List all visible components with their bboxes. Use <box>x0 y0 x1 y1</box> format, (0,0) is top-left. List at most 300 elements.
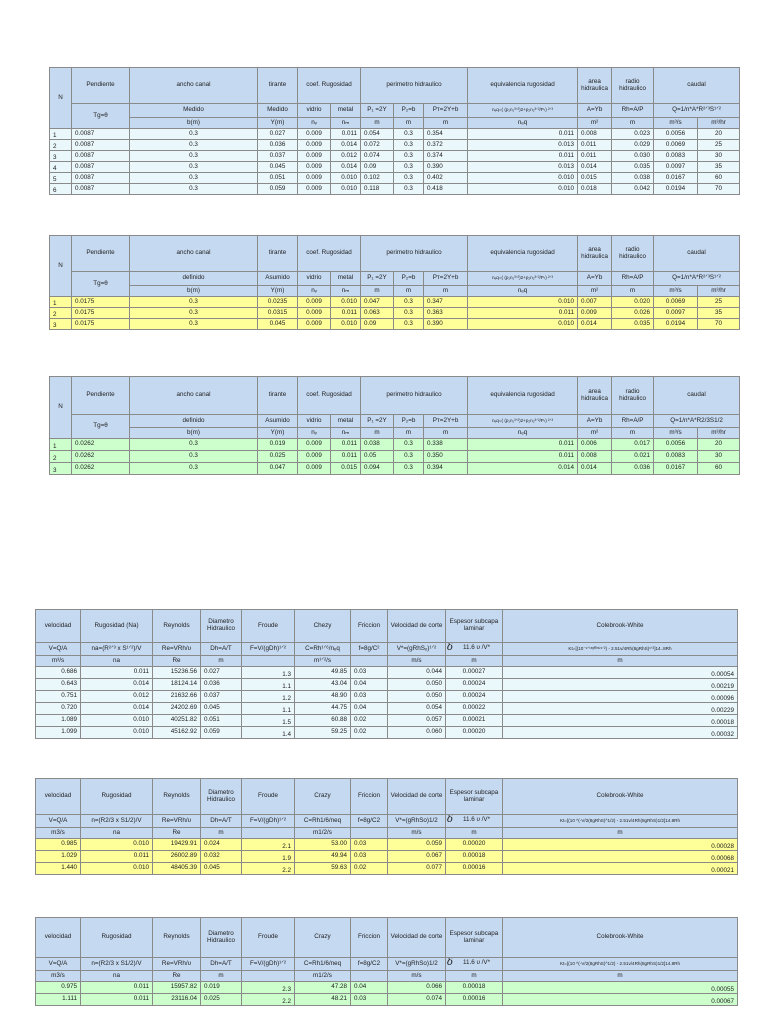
cell-pendiente: 0.0175 <box>72 297 130 308</box>
sub-colebrook-formula: Kt=[(10 ^(-V/2(8gRhS)^1/2) - 2.51v/4Rh(8gRhS)1/2]14.8Rh <box>503 958 738 971</box>
cell-caudal-m3hr: 35 <box>698 162 740 173</box>
unit-rugosidad: na <box>81 656 153 667</box>
cell-pendiente: 0.0262 <box>72 451 130 463</box>
sub-froude: F=V/(gDh)¹ᐟ² <box>242 643 295 656</box>
cell-colebrook: 0.00096 <box>503 691 738 703</box>
cell-p2: 0.3 <box>394 463 424 475</box>
cell-caudal-m3s: 0.0097 <box>654 308 698 319</box>
cell-metal: 0.011 <box>331 308 361 319</box>
cell-friccion: 0.02 <box>351 727 388 739</box>
cell-rugosidad: 0.010 <box>81 839 153 851</box>
cell-rugosidad: 0.011 <box>81 851 153 863</box>
header-rugosidad: Rugosidad (Na) <box>81 610 153 643</box>
cell-ancho: 0.3 <box>130 162 258 173</box>
unit-espesor: m <box>446 656 503 667</box>
unit-p2: m <box>394 286 424 297</box>
cell-neq: 0.011 <box>468 308 578 319</box>
sub-colebrook-formula: Kt=[(10⁻ᵛᐟ⁽⁸ᵍᴿʰˢ⁾¹ᐟ²) - 2.51v/4Rh(8gRhS)¹ᐟ²]14..8Rh <box>503 643 738 656</box>
table4-body <box>36 667 738 739</box>
header-reynolds: Reynolds <box>153 610 201 643</box>
sub-tg: Tg=θ <box>72 415 130 439</box>
unit-rugosidad: na <box>81 971 153 982</box>
cell-froude: 1.2 <box>242 691 295 703</box>
header-chezy: Crazy <box>295 918 351 958</box>
cell-pendiente: 0.0087 <box>72 151 130 162</box>
unit-y: Y(m) <box>258 118 298 129</box>
cell-ancho: 0.3 <box>130 451 258 463</box>
table-row <box>50 151 740 162</box>
cell-espesor: 0.00018 <box>446 982 503 994</box>
cell-froude: 1.1 <box>242 679 295 691</box>
cell-vidrio: 0.009 <box>298 308 331 319</box>
header-equivalencia: equivalencia rugosidad <box>468 377 578 415</box>
cell-espesor: 0.00027 <box>446 667 503 679</box>
cell-colebrook: 0.00021 <box>503 863 738 875</box>
sub-rugosidad: n=(R2/3 x S1/2)/V <box>81 815 153 828</box>
header-espesor: Espesor subcapa laminar <box>446 918 503 958</box>
table-row <box>50 308 740 319</box>
unit-espesor: m <box>446 828 503 839</box>
cell-tirante: 0.059 <box>258 184 298 195</box>
unit-pt: m <box>424 118 468 129</box>
header-froude: Froude <box>242 918 295 958</box>
cell-espesor: 0.00018 <box>446 851 503 863</box>
cell-velocidad: 0.720 <box>36 703 81 715</box>
cell-tirante: 0.045 <box>258 162 298 173</box>
cell-diametro: 0.027 <box>201 667 242 679</box>
unit-colebrook: m <box>503 828 738 839</box>
unit-neq: nₑq <box>468 428 578 439</box>
table2-body <box>50 297 740 330</box>
header-velocidad-corte: Velocidad de corte <box>388 779 446 815</box>
unit-nv: nᵥ <box>298 428 331 439</box>
cell-tirante: 0.0315 <box>258 308 298 319</box>
header-velocidad: velocidad <box>36 918 81 958</box>
cell-reynolds: 15236.56 <box>153 667 201 679</box>
cell-reynolds: 15957.82 <box>153 982 201 994</box>
cell-caudal-m3s: 0.0069 <box>654 297 698 308</box>
header-velocidad-corte: Velocidad de corte <box>388 610 446 643</box>
table-flow-parameters-3 <box>35 917 738 1006</box>
unit-b: b(m) <box>130 118 258 129</box>
sub-froude: F=V/(gDh)¹ᐟ² <box>242 815 295 828</box>
cell-vidrio: 0.009 <box>298 151 331 162</box>
unit-q-m3s: m³/s <box>654 428 698 439</box>
cell-radio: 0.035 <box>612 162 654 173</box>
unit-diametro: m <box>201 971 242 982</box>
unit-friccion <box>351 656 388 667</box>
cell-p2: 0.3 <box>394 140 424 151</box>
cell-diametro: 0.045 <box>201 703 242 715</box>
table-row <box>50 297 740 308</box>
row-number: 1 <box>50 439 72 451</box>
cell-area: 0.008 <box>578 129 612 140</box>
cell-reynolds: 24202.69 <box>153 703 201 715</box>
cell-friccion: 0.03 <box>351 667 388 679</box>
unit-chezy: m1/2/s <box>295 971 351 982</box>
cell-metal: 0.014 <box>331 140 361 151</box>
unit-p2: m <box>394 428 424 439</box>
cell-diametro: 0.036 <box>201 679 242 691</box>
sub-vidrio: vidrio <box>298 104 331 118</box>
cell-ancho: 0.3 <box>130 151 258 162</box>
cell-radio: 0.017 <box>612 439 654 451</box>
cell-caudal-m3hr: 20 <box>698 439 740 451</box>
table-row <box>36 994 738 1006</box>
unit-diametro: m <box>201 656 242 667</box>
cell-neq: 0.011 <box>468 451 578 463</box>
table-row <box>36 982 738 994</box>
sub-chezy: C=Rh1/6/neq <box>295 815 351 828</box>
cell-p2: 0.3 <box>394 162 424 173</box>
cell-froude: 1.3 <box>242 667 295 679</box>
row-number: 3 <box>50 463 72 475</box>
cell-tirante: 0.047 <box>258 463 298 475</box>
row-number: 5 <box>50 173 72 184</box>
cell-tirante: 0.027 <box>258 129 298 140</box>
cell-reynolds: 21632.66 <box>153 691 201 703</box>
cell-friccion: 0.03 <box>351 851 388 863</box>
header-velocidad: velocidad <box>36 779 81 815</box>
header-coef-rugosidad: coef. Rugosidad <box>298 68 361 104</box>
header-ancho-canal: ancho canal <box>130 236 258 272</box>
unit-y: Y(m) <box>258 428 298 439</box>
cell-chezy: 44.75 <box>295 703 351 715</box>
unit-q-m3hr: m³/hr <box>698 286 740 297</box>
header-caudal: caudal <box>654 236 740 272</box>
unit-area: m² <box>578 428 612 439</box>
sub-velocidad-corte: V*=(gRhSₒ)¹ᐟ² <box>388 643 446 656</box>
header-radio: radio hidraulico <box>612 377 654 415</box>
sub-froude: F=V/(gDh)¹ᐟ² <box>242 958 295 971</box>
cell-area: 0.014 <box>578 162 612 173</box>
cell-caudal-m3s: 0.0083 <box>654 151 698 162</box>
sub-espesor-formula: 11.6 υ /V* <box>462 816 491 823</box>
sub-espesor-formula: 11.6 υ /V* <box>462 644 491 651</box>
cell-p1: 0.047 <box>361 297 394 308</box>
cell-caudal-m3hr: 30 <box>698 151 740 162</box>
cell-metal: 0.011 <box>331 451 361 463</box>
unit-diametro: m <box>201 828 242 839</box>
header-coef-rugosidad: coef. Rugosidad <box>298 377 361 415</box>
unit-b: b(m) <box>130 286 258 297</box>
cell-velocidad: 0.985 <box>36 839 81 851</box>
cell-area: 0.014 <box>578 319 612 330</box>
sub-espesor <box>446 643 503 656</box>
table-row <box>36 839 738 851</box>
sub-p1: P₁ =2Y <box>361 415 394 428</box>
table-row <box>36 727 738 739</box>
cell-tirante: 0.025 <box>258 451 298 463</box>
cell-colebrook: 0.00055 <box>503 982 738 994</box>
cell-froude: 2.1 <box>242 839 295 851</box>
header-chezy: Chezy <box>295 610 351 643</box>
table-row <box>36 679 738 691</box>
table-row <box>36 703 738 715</box>
sub-tg: Tg=θ <box>72 104 130 129</box>
sub-reynolds: Re=VRh/υ <box>153 815 201 828</box>
sub-p1: P₁ =2Y <box>361 104 394 118</box>
cell-espesor: 0.00022 <box>446 703 503 715</box>
unit-friccion <box>351 971 388 982</box>
cell-caudal-m3hr: 60 <box>698 463 740 475</box>
table-row <box>36 851 738 863</box>
table-channel-hydraulics-3 <box>49 376 740 475</box>
cell-velocidad-corte: 0.050 <box>388 679 446 691</box>
cell-vidrio: 0.009 <box>298 173 331 184</box>
table-channel-hydraulics-1 <box>49 67 740 195</box>
cell-pendiente: 0.0175 <box>72 308 130 319</box>
header-tirante: tirante <box>258 377 298 415</box>
unit-nm: nₘ <box>331 118 361 129</box>
cell-rugosidad: 0.010 <box>81 715 153 727</box>
cell-rugosidad: 0.011 <box>81 994 153 1006</box>
cell-radio: 0.021 <box>612 451 654 463</box>
sub-velocidad: V=Q/A <box>36 643 81 656</box>
cell-pt: 0.390 <box>424 319 468 330</box>
cell-caudal-m3hr: 30 <box>698 451 740 463</box>
cell-tirante: 0.037 <box>258 151 298 162</box>
cell-ancho: 0.3 <box>130 129 258 140</box>
header-chezy: Crazy <box>295 779 351 815</box>
cell-colebrook: 0.00028 <box>503 839 738 851</box>
cell-neq: 0.014 <box>468 463 578 475</box>
table-row <box>36 691 738 703</box>
delta-symbol: δ <box>447 814 454 825</box>
cell-radio: 0.030 <box>612 151 654 162</box>
unit-colebrook: m <box>503 656 738 667</box>
header-radio: radio hidraulico <box>612 68 654 104</box>
cell-chezy: 49.94 <box>295 851 351 863</box>
cell-p1: 0.09 <box>361 319 394 330</box>
cell-p2: 0.3 <box>394 173 424 184</box>
cell-chezy: 59.63 <box>295 863 351 875</box>
cell-ancho: 0.3 <box>130 173 258 184</box>
cell-velocidad-corte: 0.059 <box>388 839 446 851</box>
unit-chezy: m1/2/s <box>295 828 351 839</box>
unit-froude <box>242 971 295 982</box>
cell-tirante: 0.036 <box>258 140 298 151</box>
cell-p2: 0.3 <box>394 451 424 463</box>
sub-caudal-formula: Q=1/n*A*R²ᐟ³S¹ᐟ² <box>654 104 740 118</box>
unit-rugosidad: na <box>81 828 153 839</box>
cell-velocidad: 0.686 <box>36 667 81 679</box>
cell-ancho: 0.3 <box>130 439 258 451</box>
cell-pt: 0.350 <box>424 451 468 463</box>
sub-pt: Pт=2Y+b <box>424 415 468 428</box>
cell-diametro: 0.045 <box>201 863 242 875</box>
sub-diametro: Dh=A/T <box>201 643 242 656</box>
cell-friccion: 0.04 <box>351 982 388 994</box>
cell-pendiente: 0.0175 <box>72 319 130 330</box>
unit-velocidad: m³/s <box>36 656 81 667</box>
header-pendiente: Pendiente <box>72 377 130 415</box>
sub-metal: metal <box>331 415 361 428</box>
cell-velocidad-corte: 0.057 <box>388 715 446 727</box>
cell-tirante: 0.045 <box>258 319 298 330</box>
cell-colebrook: 0.00219 <box>503 679 738 691</box>
cell-espesor: 0.00016 <box>446 863 503 875</box>
table-flow-parameters-2 <box>35 778 738 875</box>
cell-tirante: 0.0235 <box>258 297 298 308</box>
sub-reynolds: Re=VRh/υ <box>153 958 201 971</box>
cell-area: 0.015 <box>578 173 612 184</box>
cell-ancho: 0.3 <box>130 308 258 319</box>
cell-diametro: 0.024 <box>201 839 242 851</box>
cell-chezy: 43.04 <box>295 679 351 691</box>
unit-nm: nₘ <box>331 428 361 439</box>
cell-neq: 0.011 <box>468 129 578 140</box>
cell-ancho: 0.3 <box>130 463 258 475</box>
cell-caudal-m3hr: 35 <box>698 308 740 319</box>
cell-caudal-m3s: 0.0083 <box>654 451 698 463</box>
sub-caudal-formula: Q=1/n*A*R²ᐟ³S¹ᐟ² <box>654 272 740 286</box>
header-colebrook: Colebrook-White <box>503 610 738 643</box>
header-diametro: Diametro Hidraulico <box>201 610 242 643</box>
cell-colebrook: 0.00054 <box>503 667 738 679</box>
cell-caudal-m3s: 0.0167 <box>654 173 698 184</box>
cell-reynolds: 40251.82 <box>153 715 201 727</box>
cell-chezy: 48.90 <box>295 691 351 703</box>
cell-pt: 0.418 <box>424 184 468 195</box>
table-row <box>50 129 740 140</box>
cell-metal: 0.011 <box>331 129 361 140</box>
cell-velocidad-corte: 0.044 <box>388 667 446 679</box>
cell-rugosidad: 0.014 <box>81 679 153 691</box>
unit-pt: m <box>424 428 468 439</box>
header-perimetro: perimetro hidraulico <box>361 68 468 104</box>
unit-p1: m <box>361 118 394 129</box>
cell-velocidad-corte: 0.074 <box>388 994 446 1006</box>
cell-ancho: 0.3 <box>130 184 258 195</box>
cell-espesor: 0.00020 <box>446 839 503 851</box>
cell-metal: 0.012 <box>331 151 361 162</box>
sub-radio: Rh=A/P <box>612 104 654 118</box>
unit-q-m3hr: m³/hr <box>698 428 740 439</box>
cell-vidrio: 0.009 <box>298 439 331 451</box>
cell-colebrook: 0.00068 <box>503 851 738 863</box>
cell-froude: 2.2 <box>242 863 295 875</box>
cell-area: 0.011 <box>578 140 612 151</box>
cell-radio: 0.023 <box>612 129 654 140</box>
cell-caudal-m3hr: 60 <box>698 173 740 184</box>
table6-body <box>36 982 738 1006</box>
cell-ancho: 0.3 <box>130 297 258 308</box>
cell-velocidad: 0.975 <box>36 982 81 994</box>
unit-velocidad: m3/s <box>36 828 81 839</box>
header-perimetro: perimetro hidraulico <box>361 377 468 415</box>
table-row <box>50 439 740 451</box>
header-diametro: Diametro Hidraulico <box>201 779 242 815</box>
table-row <box>50 319 740 330</box>
header-area: area hidraulica <box>578 236 612 272</box>
cell-caudal-m3s: 0.0056 <box>654 129 698 140</box>
cell-caudal-m3hr: 25 <box>698 140 740 151</box>
cell-velocidad: 1.111 <box>36 994 81 1006</box>
cell-pt: 0.372 <box>424 140 468 151</box>
cell-p1: 0.074 <box>361 151 394 162</box>
cell-froude: 2.3 <box>242 982 295 994</box>
cell-reynolds: 18124.14 <box>153 679 201 691</box>
cell-espesor: 0.00016 <box>446 994 503 1006</box>
cell-p1: 0.054 <box>361 129 394 140</box>
cell-chezy: 48.21 <box>295 994 351 1006</box>
cell-friccion: 0.02 <box>351 863 388 875</box>
cell-caudal-m3hr: 70 <box>698 184 740 195</box>
cell-friccion: 0.03 <box>351 839 388 851</box>
cell-area: 0.006 <box>578 439 612 451</box>
header-friccion: Friccion <box>351 918 388 958</box>
cell-vidrio: 0.009 <box>298 140 331 151</box>
unit-velocidad-corte: m/s <box>388 656 446 667</box>
sub-radio: Rh=A/P <box>612 272 654 286</box>
cell-rugosidad: 0.014 <box>81 703 153 715</box>
cell-p2: 0.3 <box>394 319 424 330</box>
header-espesor: Espesor subcapa laminar <box>446 779 503 815</box>
cell-froude: 2.2 <box>242 994 295 1006</box>
cell-neq: 0.010 <box>468 297 578 308</box>
header-rugosidad: Rugosidad <box>81 918 153 958</box>
header-velocidad-corte: Velocidad de corte <box>388 918 446 958</box>
header-pendiente: Pendiente <box>72 68 130 104</box>
cell-pt: 0.338 <box>424 439 468 451</box>
cell-metal: 0.010 <box>331 297 361 308</box>
header-caudal: caudal <box>654 68 740 104</box>
cell-metal: 0.010 <box>331 184 361 195</box>
sub-espesor <box>446 958 503 971</box>
sub-metal: metal <box>331 272 361 286</box>
cell-pt: 0.363 <box>424 308 468 319</box>
sub-p1: P₁ =2Y <box>361 272 394 286</box>
table3-body <box>50 439 740 475</box>
unit-colebrook: m <box>503 971 738 982</box>
table-row <box>50 140 740 151</box>
cell-vidrio: 0.009 <box>298 297 331 308</box>
cell-neq: 0.010 <box>468 173 578 184</box>
header-velocidad: velocidad <box>36 610 81 643</box>
cell-friccion: 0.04 <box>351 679 388 691</box>
sub-radio: Rh=A/P <box>612 415 654 428</box>
cell-diametro: 0.019 <box>201 982 242 994</box>
header-tirante: tirante <box>258 68 298 104</box>
table-channel-hydraulics-2 <box>49 235 740 330</box>
cell-velocidad: 1.029 <box>36 851 81 863</box>
cell-p2: 0.3 <box>394 439 424 451</box>
cell-p1: 0.05 <box>361 451 394 463</box>
row-number: 2 <box>50 308 72 319</box>
cell-caudal-m3s: 0.0194 <box>654 184 698 195</box>
cell-velocidad: 0.643 <box>36 679 81 691</box>
row-number: 1 <box>50 297 72 308</box>
sub-colebrook-formula: Kt=[(10 ^(-V/2(8gRhS)^1/2) - 2.51v/4Rh(8gRhS)1/2]14.8Rh <box>503 815 738 828</box>
header-tirante: tirante <box>258 236 298 272</box>
sub-area: A=Yb <box>578 272 612 286</box>
header-caudal: caudal <box>654 377 740 415</box>
cell-froude: 1.1 <box>242 703 295 715</box>
sub-rugosidad: na=(R²ᐟ³ x S¹ᐟ²)/V <box>81 643 153 656</box>
unit-velocidad: m3/s <box>36 971 81 982</box>
header-friccion: Friccion <box>351 779 388 815</box>
cell-radio: 0.035 <box>612 319 654 330</box>
cell-rugosidad: 0.012 <box>81 691 153 703</box>
cell-colebrook: 0.00229 <box>503 703 738 715</box>
header-equivalencia: equivalencia rugosidad <box>468 236 578 272</box>
header-ancho-canal: ancho canal <box>130 377 258 415</box>
cell-froude: 1.5 <box>242 715 295 727</box>
sub-metal: metal <box>331 104 361 118</box>
sub-espesor <box>446 815 503 828</box>
unit-friccion <box>351 828 388 839</box>
